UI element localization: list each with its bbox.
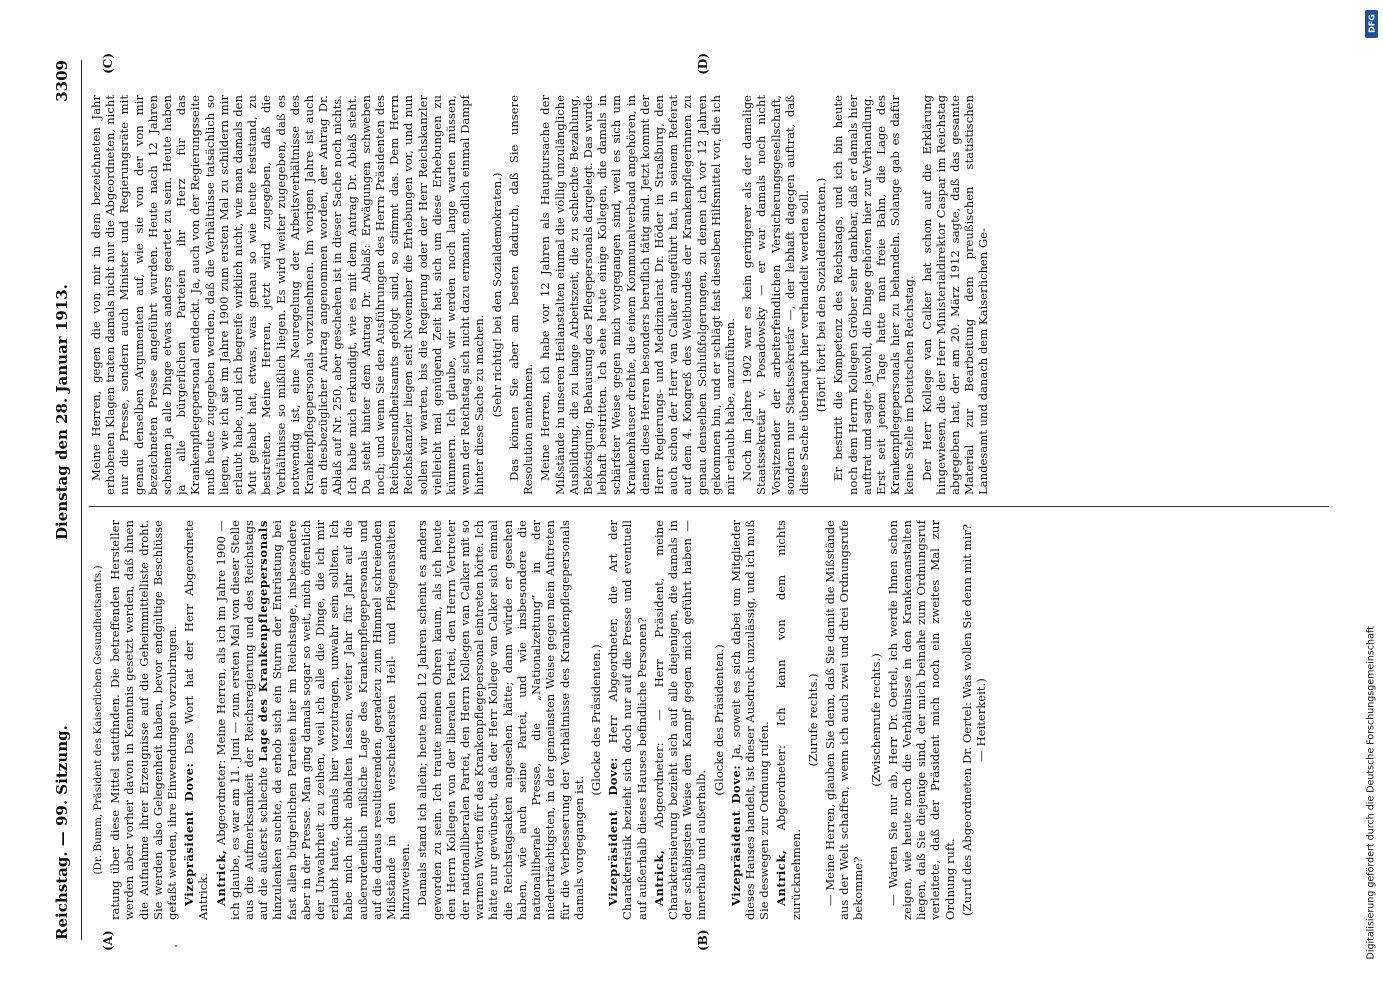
paragraph: Das können Sie aber am besten dadurch, daß Sie unsere Resolution annehmen. bbox=[506, 95, 536, 495]
speaker-name: Vizepräsident Dove: bbox=[606, 757, 621, 906]
interjection: (Zwischenrufe rechts.) bbox=[868, 653, 883, 787]
margin-marker-b: (B) bbox=[696, 929, 710, 951]
paragraph: Noch im Jahre 1902 war es kein geringerer als der damalige Staatssekretär v. Posadowsky — er war damals noch nicht Vorsitzender der arbeiterfeindlichen Versicherungsgesellschaft, sondern nur Staatssekretär —, der lebhaft dagegen auftrat, daß diese Sache überhaupt hier verhandelt werden soll. bbox=[740, 95, 811, 495]
page-number: 3309 bbox=[53, 60, 71, 102]
margin-marker-c: (C) bbox=[101, 53, 115, 74]
emphasized-phrase: Lage des Krankenpflegepersonals bbox=[256, 520, 271, 762]
dfg-logo bbox=[1365, 10, 1378, 38]
paragraph: Damals stand ich allein; heute nach 12 Jahren scheint es anders geworden zu sein. Ich traute meinen Ohren kaum, als ich heute den Herrn Kollegen von der liberalen Partei, den Herrn Vertreter der nationalliberalen Partei, den Herrn Kollegen van Calker mit so warmen Worten für das Krankenpflegepersonal eintreten hörte. Ich hätte nur gewünscht, daß der Herr Kollege van Calker sich einmal die Reichstagsakten angesehen hätte; dann würde er gesehen haben, wie auch seine Partei, und wie insbesondere die nationalliberale Presse, die „Nationalzeitung“ in der niederträchtigsten, in der gemeinsten Weise gegen mein Auftreten für die Verbesserung der Verhältnisse des Krankenpflegepersonals damals vorgegangen ist. bbox=[415, 520, 586, 920]
interjection: (Glocke des Präsidenten.) bbox=[711, 644, 726, 796]
speaker-name: Vizepräsident Dove: bbox=[182, 762, 197, 906]
scan-speck bbox=[175, 945, 177, 947]
rotated-document-page bbox=[41, 35, 1341, 965]
header-left: Reichstag. — 99. Sitzung. bbox=[53, 725, 71, 940]
speaker-name: Antrick, bbox=[651, 849, 666, 906]
paragraph: — Warten Sie nur ab, Herr Dr. Oertel, ich werde Ihnen schon zeigen, wie heute noch die Verhältnisse in den Krankenanstalten liegen, daß Sie diejenige sind, der mich beinahe zum Ordnungsruf verleitete, daß der Präsident mich noch ein zweites Mal zur Ordnung ruft. bbox=[885, 520, 957, 920]
paragraph: Der Herr Kollege van Calker hat schon auf die Erklärung hingewiesen, die der Herr Ministerialdirektor Caspar im Reichstag abgegeben hat, der am 20. März 1912 sagte, daß das gesamte Material zur Bearbeitung dem preußischen statistischen Landesamt und danach dem Kaiserlichen Ge- bbox=[919, 95, 991, 495]
speech-text: Herr Abgeordneter, die Art der Charakteristik bezieht sich doch nur auf die Presse und eventuell auf außerhalb dieses Hauses befindliche Personen? bbox=[606, 520, 649, 920]
speaker-name: Antrick, bbox=[213, 849, 228, 906]
paragraph: Meine Herren, ich habe vor 12 Jahren als Hauptursache der Mißstände in unseren Heilanstalten einmal die völlig unzulängliche Ausbildung, die zu lange Arbeitszeit, die zu schlechte Bezahlung, Beköstigung, Behausung des Pflegepersonals dargelegt. Das wurde lebhaft bestritten. Ich sehe heute einige Kollegen, die damals in schärfster Weise gegen mich vorgegangen sind, weil es sich um Krankenhäuser drehte, die einem Kommunalverband angehören, in denen diese Herren besonders beruflich tätig sind. Jetzt kommt der Herr Regierungs- und Medizinalrat Dr. Höder in Straßburg, den auch schon der Herr van Calker angeführt hat, in seinem Referat auf dem 4. Kongreß des Weltbundes der Krankenpflegerinnen zu genau denselben Schlußfolgerungen, zu denen ich vor 12 Jahren gekommen bin, und er schlägt fast dieselben Hilfsmittel vor, die ich mir erlaubt habe, anzuführen. bbox=[538, 95, 737, 495]
header-rule bbox=[81, 60, 82, 940]
paragraph bbox=[652, 520, 709, 920]
paragraph bbox=[729, 520, 772, 920]
interjection: (Sehr richtig! bei den Sozialdemokraten.) bbox=[489, 172, 504, 418]
paragraph: — Meine Herren, glauben Sie denn, daß Sie damit die Mißstände aus der Welt schaffen, wenn ich auch zwei und drei Ordnungsrufe bekomme? bbox=[822, 520, 866, 920]
speech-text: Abgeordneter: — Herr Präsident, meine Charakterisierung bezieht sich auf alle diejenigen, die damals in der schäbigsten Weise den Kampf gegen mich geführt haben — innerhalb und außerhalb. bbox=[651, 520, 709, 920]
header-date: Dienstag den 28. Januar 1913. bbox=[53, 284, 71, 540]
margin-marker-a: (A) bbox=[101, 930, 115, 951]
left-column bbox=[89, 520, 1329, 920]
running-header bbox=[49, 60, 79, 940]
paragraph bbox=[214, 520, 413, 920]
right-column bbox=[89, 95, 1329, 495]
credit-text: Digitalisierung gefördert durch die Deutsche Forschungsgemeinschaft bbox=[1365, 626, 1377, 960]
interjection: (Zurufe rechts.) bbox=[805, 673, 820, 767]
paragraph: Er bestritt die Kompetenz des Reichstags, und ich bin heute noch dem Herrn Kollegen Gröber sehr dankbar, daß er damals hier auftrat und sagte: jawohl, die Dinge gehören hier zur Verhandlung. Erst seit jenem Tage hatte man freie Bahn, die Lage des Krankenpflegepersonals hier zu behandeln. Solange gab es dafür keine Stelle im Deutschen Reichstag. bbox=[831, 95, 917, 495]
interjection: (Zuruf des Abgeordneten Dr. Oertel: Was wollen Sie denn mit mir? — Heiterkeit.) bbox=[959, 523, 988, 917]
speech-text: Abgeordneter: Meine Herren, als ich im Jahre 1900 — ich glaube, es war am 11. Juni — zum ersten Mal von dieser Stelle aus die Aufmerksamkeit der Reichsregierung und des Reichstags auf die äußerst schlechte bbox=[213, 520, 271, 920]
speaker-name: Vizepräsident Dove: bbox=[728, 764, 743, 906]
speech-text: hinzulenken suchte, da erhob sich ein Sturm der Entrüstung bei fast allen bürgerlichen Parteien hier im Reichstage, insbesondere aber in der Presse. Man ging damals sogar so weit, mich öffentlich der Unwahrheit zu zeihen, weil ich alle die Dinge, die ich mir erlaubt hatte, damals hier vorzutragen, unwahr sein sollten. Ich habe mich nicht abhalten lassen, weiter Jahr für Jahr auf die außerordentlich mißliche Lage des Krankenpflegepersonals und auf die daraus resultierenden, geradezu zum Himmel schreienden Mißstände in den verschiedensten Heil- und Pflegeanstalten hinzuweisen. bbox=[270, 520, 413, 920]
interjection: (Hört! hört! bei den Sozialdemokraten.) bbox=[814, 177, 829, 413]
speaker-context: (Dr. Bumm, Präsident des Kaiserlichen Gesundheitsamts.) bbox=[92, 565, 104, 875]
paragraph: ratung über diese Mittel stattfinden. Die betreffenden Hersteller werden aber vorher davon in Kenntnis gesetzt werden, daß ihnen die Aufnahme ihrer Erzeugnisse auf die Geheimmittelliste droht. Sie werden also Gelegenheit haben, bevor endgültige Beschlüsse gefaßt werden, ihre Einwendungen vorzubringen. bbox=[108, 520, 180, 920]
interjection: (Glocke des Präsidenten.) bbox=[588, 644, 603, 796]
paragraph bbox=[774, 520, 802, 920]
margin-marker-d: (D) bbox=[696, 53, 710, 75]
speech-text: Abgeordneter: Ich kann von dem nichts zurücknehmen. bbox=[774, 520, 803, 920]
speech-text: Das Wort hat der Herr Abgeordnete Antrick. bbox=[182, 520, 211, 920]
speaker-name: Antrick, bbox=[774, 849, 789, 906]
paragraph: Meine Herren, gegen die von mir in dem bezeichneten Jahr erhobenen Klagen traten damals nicht nur die Abgeordneten, nicht nur die Presse, sondern auch Minister und Regierungsräte mit genau denselben Argumenten auf, wie sie von der von mir bezeichneten Presse angeführt wurden. Heute nach 12 Jahren scheinen ja alle Dinge etwas anders geartet zu sein. Heute haben ja alle bürgerlichen Parteien ihr Herz für das Krankenpflegepersonal entdeckt. Ja, auch von der Regierungsseite muß heute zugegeben werden, daß die Verhältnisse tatsächlich so liegen, wie ich sie im Jahre 1900 zum ersten Mal zu schildern mir erlaubt habe, und ich begreife wirklich nicht, wie man damals den Mut gehabt hat, etwas, was genau so wie heute feststand, zu bestreiten. Meine Herren, jetzt wird zugegeben, daß die Verhältnisse so mißlich liegen. Es wird weiter zugegeben, daß es notwendig ist, eine Neuregelung der Arbeitsverhältnisse des Krankenpflegepersonals vorzunehmen. Im vorigen Jahre ist auch ein diesbezüglicher Antrag angenommen worden, der Antrag Dr. Ablaß auf Nr. 250, aber geschehen ist in dieser Sache noch nichts. Ich habe mich erkundigt, wie es mit dem Antrag Dr. Ablaß steht. Da steht hinter dem Antrag Dr. Ablaß: Erwägungen schweben noch; und wenn Sie den Ausführungen des Herrn Präsidenten des Reichsgesundheitsamts gefolgt sind, so stimmt das. Dem Herrn Reichskanzler liegen seit November die Erhebungen vor, und nun sollen wir warten, bis die Regierung oder der Herr Reichskanzler vielleicht mal genügend Zeit hat, sich um diese Erhebungen zu kümmern. Ich glaube, wir werden noch lange warten müssen, wenn der Reichstag sich nicht dazu ermannt, endlich einmal Dampf hinter diese Sache zu machen. bbox=[89, 95, 487, 495]
speech-text: Ja, soweit es sich dabei um Mitglieder dieses Hauses handelt, ist dieser Ausdruck unzulässig, und ich muß Sie deswegen zur Ordnung rufen. bbox=[728, 520, 772, 920]
paragraph bbox=[182, 520, 210, 920]
digitization-credit bbox=[1361, 40, 1381, 960]
column-divider bbox=[89, 506, 1329, 507]
logo-text: DFG bbox=[1367, 14, 1376, 33]
paragraph bbox=[606, 520, 649, 920]
